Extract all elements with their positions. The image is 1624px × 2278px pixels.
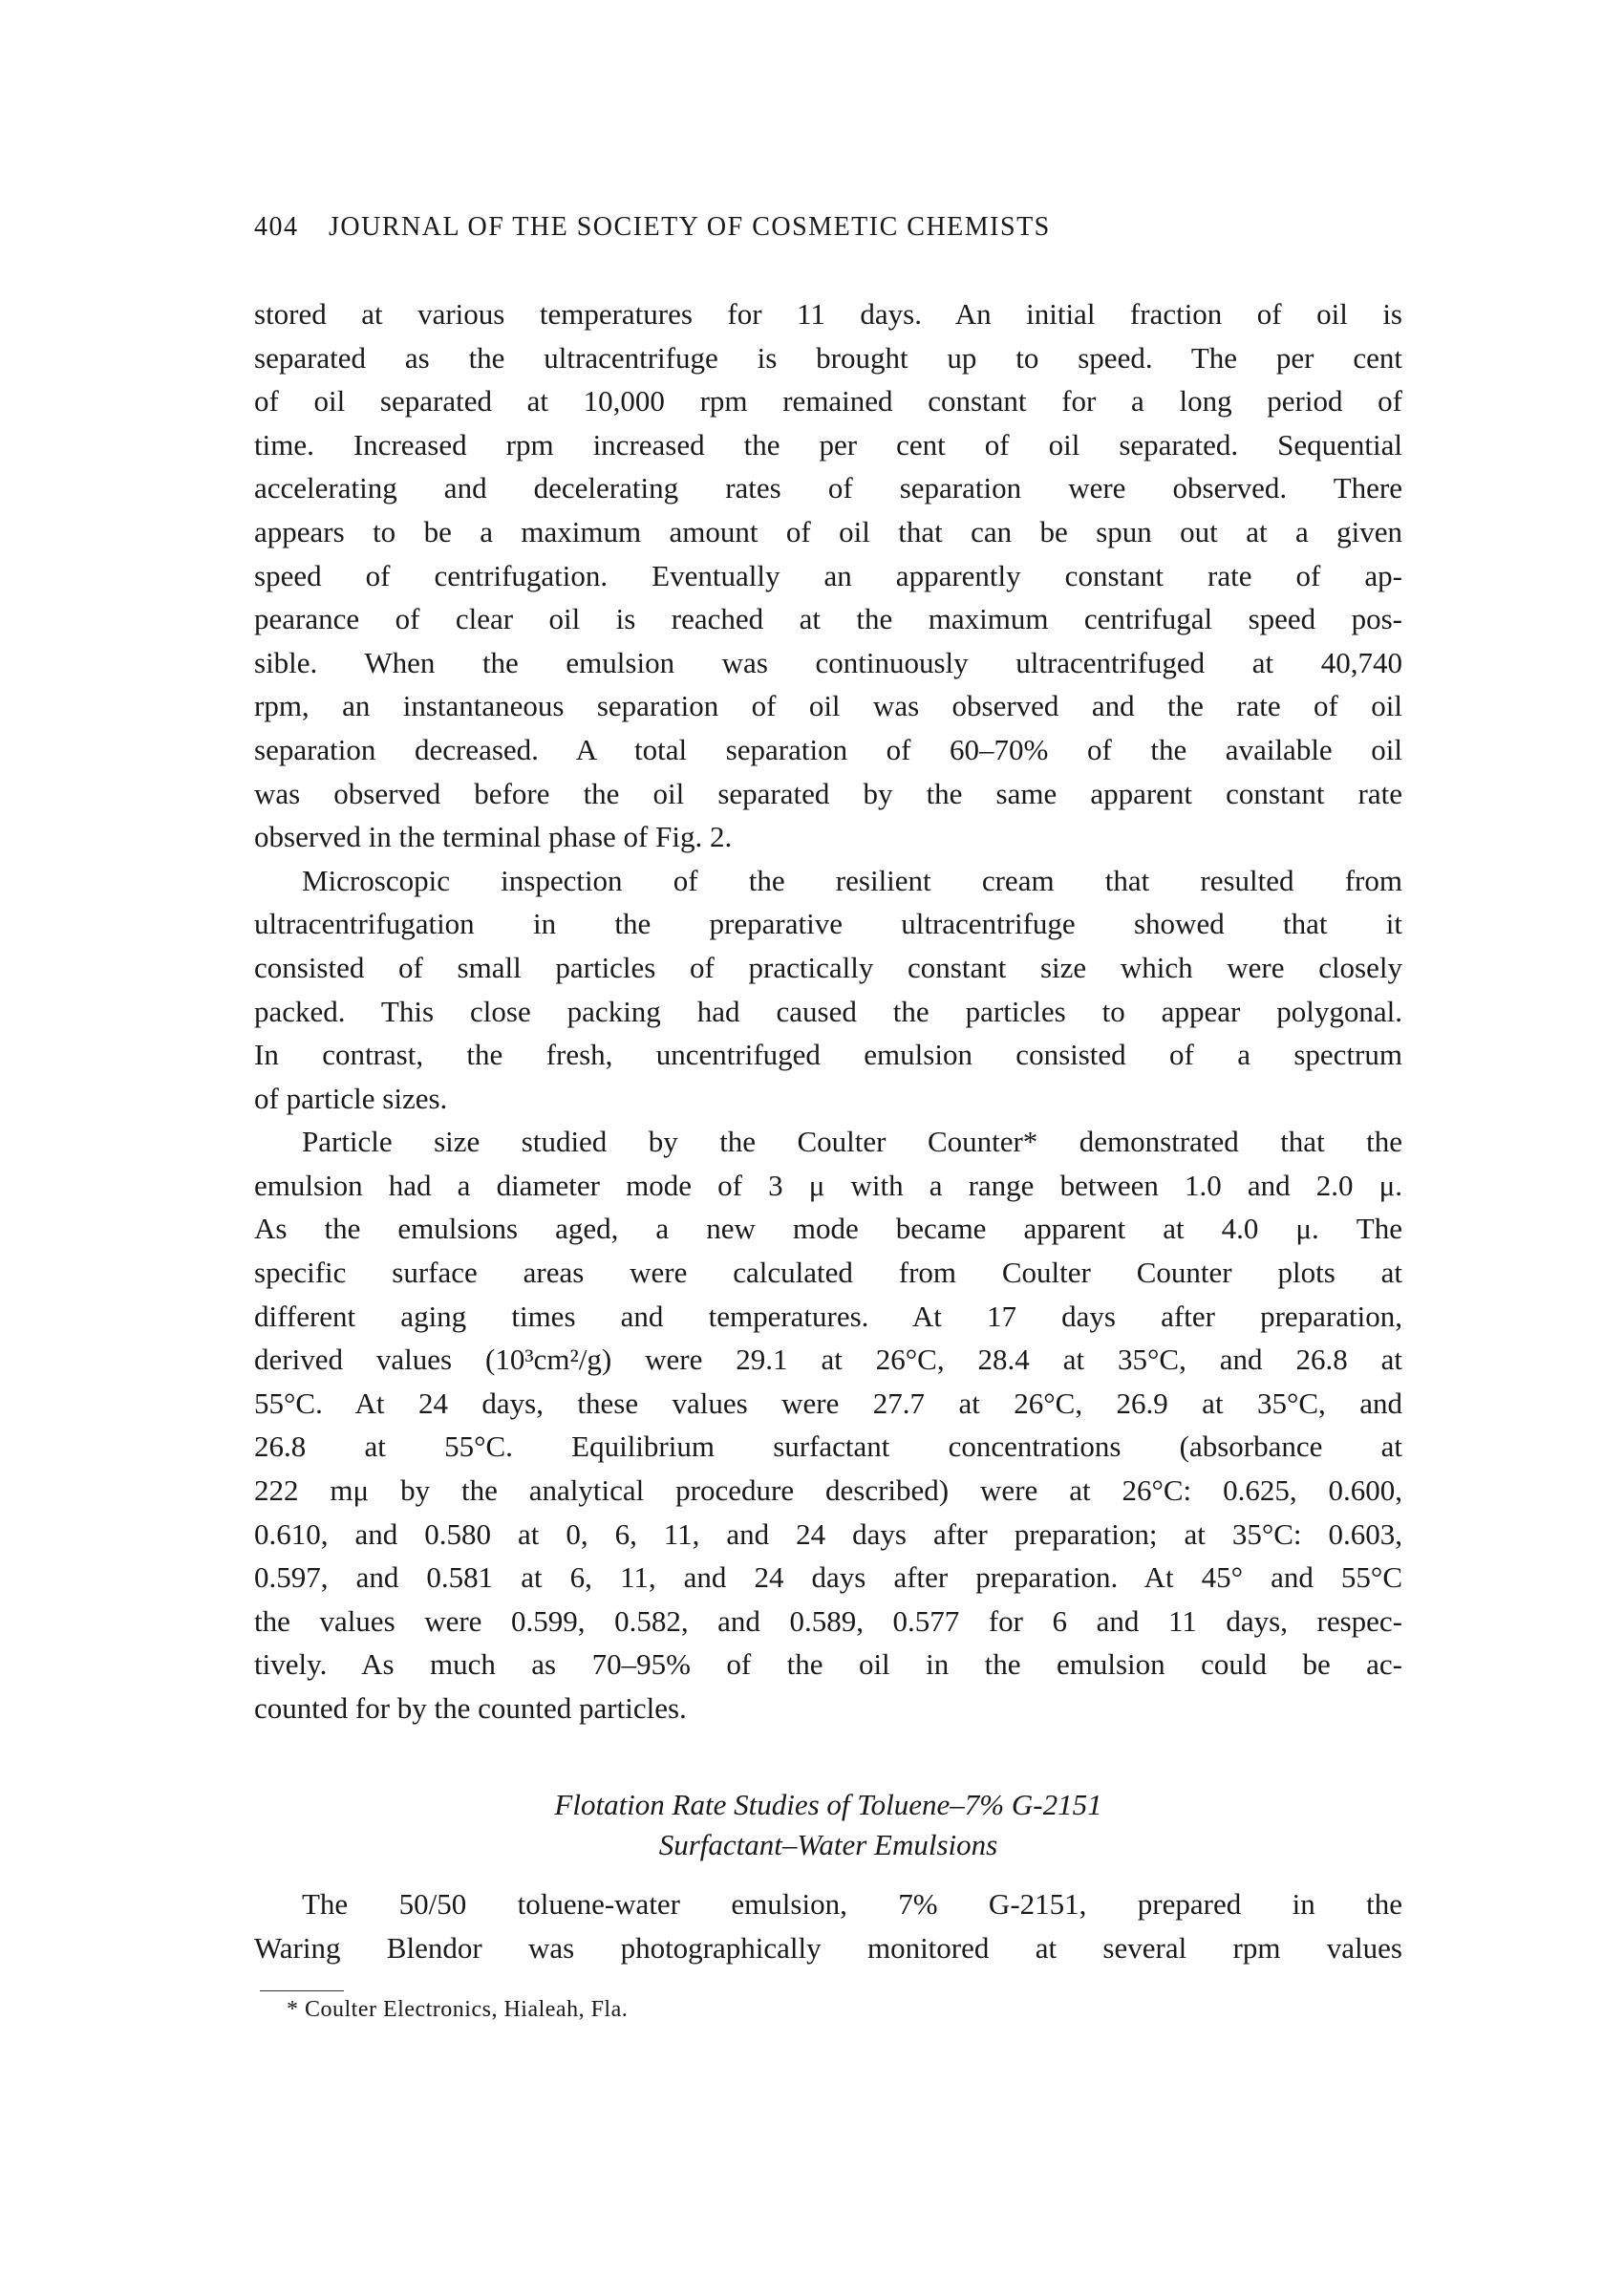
- text-line: accelerating and decelerating rates of separation were observed. There: [254, 471, 1402, 505]
- text-line: pearance of clear oil is reached at the maximum centrifugal speed pos-: [254, 602, 1402, 636]
- text-line: 222 mμ by the analytical procedure described) were at 26°C: 0.625, 0.600,: [254, 1473, 1402, 1508]
- running-header: [254, 212, 1051, 243]
- text-line: time. Increased rpm increased the per cent of oil separated. Sequential: [254, 427, 1402, 462]
- page-number: 404: [254, 212, 299, 242]
- text-line: sible. When the emulsion was continuously ultracentrifuged at 40,740: [254, 645, 1402, 679]
- text-line: The 50/50 toluene-water emulsion, 7% G-2151, prepared in the: [302, 1887, 1402, 1921]
- text-line: rpm, an instantaneous separation of oil was observed and the rate of oil: [254, 689, 1402, 723]
- text-line: separation decreased. A total separation of 60–70% of the available oil: [254, 732, 1402, 766]
- footnote-rule: [260, 1990, 344, 1991]
- text-line: different aging times and temperatures. At 17 days after preparation,: [254, 1299, 1402, 1333]
- text-line: Waring Blendor was photographically monitored at several rpm values: [254, 1930, 1402, 1965]
- text-line: packed. This close packing had caused the particles to appear polygonal.: [254, 994, 1402, 1028]
- footnote: * Coulter Electronics, Hialeah, Fla.: [287, 1997, 629, 2022]
- text-line: specific surface areas were calculated from Coulter Counter plots at: [254, 1256, 1402, 1290]
- body-text-bottom: [254, 1882, 1402, 1969]
- section-heading-line: Surfactant–Water Emulsions: [658, 1828, 998, 1861]
- text-line: stored at various temperatures for 11 days. An initial fraction of oil is: [254, 297, 1402, 331]
- text-line: Particle size studied by the Coulter Counter* demonstrated that the: [302, 1125, 1402, 1159]
- text-line: 0.610, and 0.580 at 0, 6, 11, and 24 days after preparation; at 35°C: 0.603,: [254, 1516, 1402, 1551]
- text-line: the values were 0.599, 0.582, and 0.589, 0.577 for 6 and 11 days, respec-: [254, 1603, 1402, 1638]
- text-line: separated as the ultracentrifuge is brought up to speed. The per cent: [254, 340, 1402, 375]
- text-line: of particle sizes.: [254, 1081, 448, 1115]
- text-line: counted for by the counted particles.: [254, 1691, 687, 1725]
- text-line: was observed before the oil separated by the same apparent constant rate: [254, 776, 1402, 810]
- text-line: 55°C. At 24 days, these values were 27.7 at 26°C, 26.9 at 35°C, and: [254, 1386, 1402, 1420]
- text-line: ultracentrifugation in the preparative ultracentrifuge showed that it: [254, 907, 1402, 941]
- text-line: appears to be a maximum amount of oil that can be spun out at a given: [254, 514, 1402, 548]
- text-line: emulsion had a diameter mode of 3 μ with a range between 1.0 and 2.0 μ.: [254, 1168, 1402, 1202]
- body-text-top: [254, 292, 1402, 1730]
- text-line: observed in the terminal phase of Fig. 2.: [254, 820, 733, 854]
- text-line: As the emulsions aged, a new mode became apparent at 4.0 μ. The: [254, 1212, 1402, 1246]
- text-line: speed of centrifugation. Eventually an apparently constant rate of ap-: [254, 558, 1402, 592]
- journal-title: JOURNAL OF THE SOCIETY OF COSMETIC CHEMISTS: [329, 212, 1051, 242]
- section-heading-line: Flotation Rate Studies of Toluene–7% G-2151: [554, 1788, 1102, 1821]
- text-line: consisted of small particles of practically constant size which were closely: [254, 950, 1402, 984]
- section-heading: [254, 1785, 1402, 1865]
- text-line: Microscopic inspection of the resilient cream that resulted from: [302, 863, 1402, 897]
- text-line: derived values (10³cm²/g) were 29.1 at 26°C, 28.4 at 35°C, and 26.8 at: [254, 1343, 1402, 1377]
- text-line: tively. As much as 70–95% of the oil in the emulsion could be ac-: [254, 1647, 1402, 1682]
- text-line: 26.8 at 55°C. Equilibrium surfactant concentrations (absorbance at: [254, 1429, 1402, 1464]
- text-line: In contrast, the fresh, uncentrifuged emulsion consisted of a spectrum: [254, 1038, 1402, 1072]
- text-line: of oil separated at 10,000 rpm remained constant for a long period of: [254, 384, 1402, 419]
- text-line: 0.597, and 0.581 at 6, 11, and 24 days after preparation. At 45° and 55°C: [254, 1560, 1402, 1595]
